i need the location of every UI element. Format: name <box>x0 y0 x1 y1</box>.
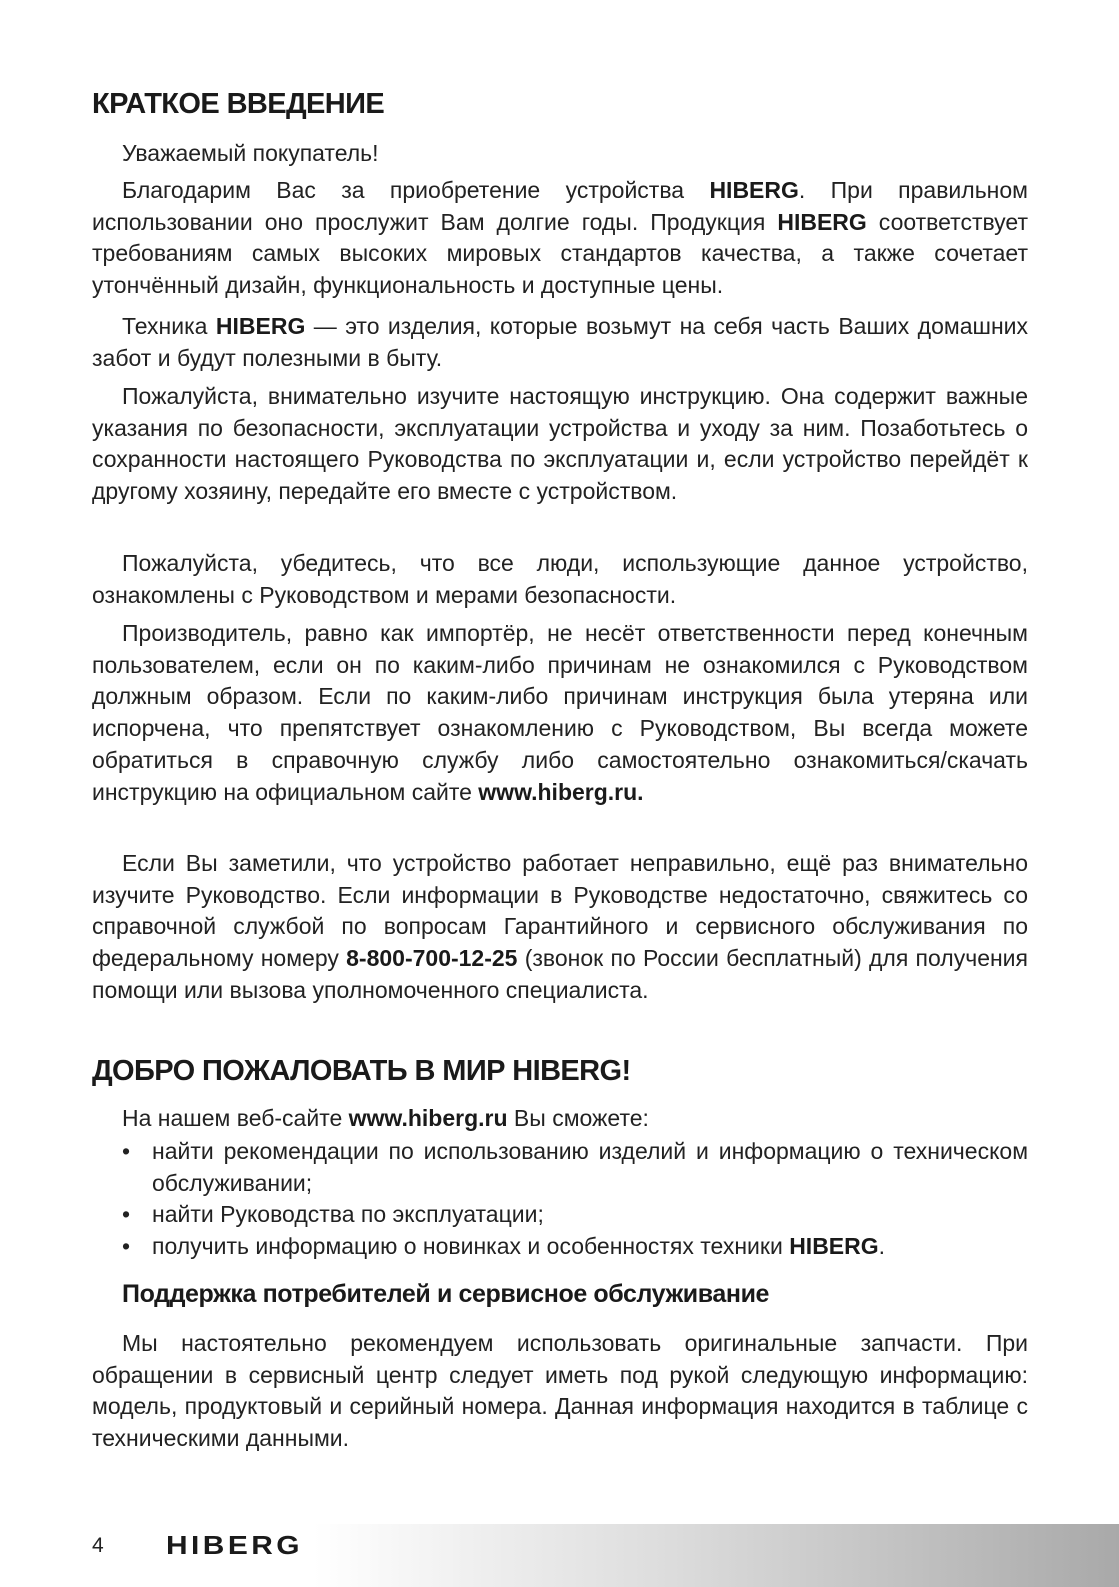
list-item <box>122 1199 1028 1231</box>
bullet-icon: • <box>122 1138 131 1164</box>
list-item-text: найти Руководства по эксплуатации; <box>152 1201 544 1228</box>
greeting: Уважаемый покупатель! <box>122 140 379 166</box>
bullet-icon: • <box>122 1233 131 1260</box>
phone-number: 8-800-700-12-25 <box>346 945 518 972</box>
intro-paragraph-3: Пожалуйста, внимательно изучите настоящую инструкцию. Она содержит важные указания по безопасности, эксплуатации устройства и уходу за ним. Позаботьтесь о сохранности настоящего Руководства по эксплуатации и, если устройство перейдёт к другому хозяину, передайте его вместе с устройством. <box>92 383 1028 505</box>
list-item-end: . <box>878 1233 886 1260</box>
welcome-list <box>122 1136 1028 1263</box>
p1-text-c: соответствует требованиям самых высоких мировых стандартов качества, а также сочетает утончённый дизайн, функциональность и доступные цены. <box>92 208 1028 299</box>
brand-logo: HIBERG <box>166 1530 303 1560</box>
welcome-lead-b: Вы сможете: <box>507 1105 649 1131</box>
intro-paragraph-1 <box>92 175 1028 302</box>
list-item-text: получить информацию о новинках и особенностях техники <box>152 1233 790 1260</box>
brand-name: HIBERG <box>215 313 306 339</box>
intro-title: КРАТКОЕ ВВЕДЕНИЕ <box>92 88 385 120</box>
intro-paragraph-4: Пожалуйста, убедитесь, что все люди, использующие данное устройство, ознакомлены с Руководством и мерами безопасности. <box>92 550 1028 608</box>
intro-paragraph-2 <box>92 311 1028 374</box>
p1-text-a: Благодарим Вас за приобретение устройства <box>122 177 710 203</box>
welcome-lead-a: На нашем веб-сайте <box>122 1105 349 1131</box>
support-paragraph: Мы настоятельно рекомендуем использовать оригинальные запчасти. При обращении в сервисный центр следует иметь под рукой следующую информацию: модель, продуктовый и серийный номера. Данная информация находится в таблице с техническими данными. <box>92 1330 1028 1452</box>
brand-name: HIBERG <box>709 177 799 203</box>
intro-paragraph-5 <box>92 618 1028 808</box>
page-number: 4 <box>92 1534 104 1557</box>
p6-text-a: Если Вы заметили, что устройство работает неправильно, ещё раз внимательно изучите Руководство. Если информации в Руководстве недостаточно, свяжитесь со справочной службой по вопросам Гарантийного и сервисного обслуживания по федеральному номеру <box>92 850 1028 972</box>
list-item-text: найти рекомендации по использованию изделий и информацию о техническом обслуживании; <box>152 1138 1028 1196</box>
website-link[interactable]: www.hiberg.ru <box>348 1105 508 1131</box>
p2-text-a: Техника <box>122 313 216 339</box>
p6-text-b: (звонок по России бесплатный) для получения помощи или вызова уполномоченного специалиста. <box>92 945 1028 1003</box>
p2-text-b: — это изделия, которые возьмут на себя часть Ваших домашних забот и будут полезными в быту. <box>92 313 1028 371</box>
welcome-lead <box>92 1103 1028 1135</box>
welcome-title: ДОБРО ПОЖАЛОВАТЬ В МИР HIBERG! <box>92 1055 631 1087</box>
website-link[interactable]: www.hiberg.ru. <box>478 778 644 805</box>
intro-paragraph-6 <box>92 848 1028 1007</box>
p1-text-b: . При правильном использовании оно прослужит Вам долгие годы. Продукция <box>92 177 1028 235</box>
list-item <box>122 1136 1028 1199</box>
p5-text: Производитель, равно как импортёр, не несёт ответственности перед конечным пользователем, если он по каким-либо причинам не ознакомился с Руководством должным образом. Если по каким-либо причинам инструкция была утеряна или испорчена, что препятствует ознакомлению с Руководством, Вы всегда можете обратиться в справочную службу либо самостоятельно ознакомиться/скачать инструкцию на официальном сайте <box>92 620 1028 805</box>
brand-name: HIBERG <box>789 1233 879 1260</box>
brand-name: HIBERG <box>777 208 867 235</box>
support-title: Поддержка потребителей и сервисное обслуживание <box>122 1280 770 1308</box>
list-item <box>122 1231 1028 1263</box>
bullet-icon: • <box>122 1201 131 1228</box>
